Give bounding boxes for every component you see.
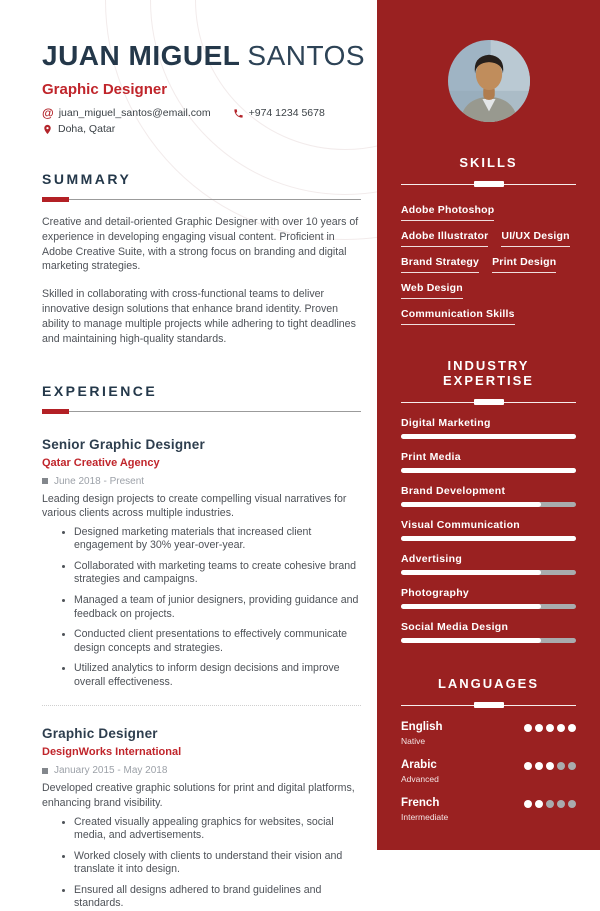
skills-section	[401, 155, 576, 325]
section-divider	[42, 409, 361, 414]
job-bullet: • Managed a team of junior designers, providing guidance and feedback on projects.	[74, 594, 361, 621]
dot-filled	[535, 800, 543, 808]
language-row	[401, 759, 576, 784]
dot-filled	[568, 724, 576, 732]
contact-phone	[233, 107, 325, 119]
languages-section	[401, 676, 576, 822]
progress-fill	[401, 604, 541, 609]
expertise-label: Photography	[401, 587, 470, 599]
contact-location	[42, 123, 115, 135]
skills-list	[401, 204, 576, 325]
job-company: DesignWorks International	[42, 746, 182, 759]
language-info	[401, 721, 443, 746]
expertise-label: Print Media	[401, 451, 461, 463]
dot-empty	[568, 762, 576, 770]
expertise-label: Brand Development	[401, 485, 506, 497]
job-description: Developed creative graphic solutions for print and digital platforms, enhancing brand visibility.	[42, 782, 355, 809]
progress-fill	[401, 570, 541, 575]
dot-empty	[568, 800, 576, 808]
summary-section	[42, 171, 361, 347]
skill-chip: UI/UX Design	[501, 230, 569, 247]
dot-filled	[557, 724, 565, 732]
progress-fill	[401, 434, 576, 439]
skill-chip: Adobe Illustrator	[401, 230, 488, 247]
expertise-item	[401, 621, 576, 643]
date-square-icon	[42, 478, 48, 484]
location-pin-icon	[42, 124, 53, 135]
date-square-icon	[42, 768, 48, 774]
language-name: English	[401, 721, 443, 733]
job-bullet: • Worked closely with clients to understand their vision and translate it into design.	[74, 850, 361, 877]
progress-fill	[401, 468, 576, 473]
contact-row	[42, 123, 361, 135]
job-bullet-list	[42, 526, 361, 689]
dot-filled	[546, 762, 554, 770]
progress-track	[401, 604, 576, 609]
dot-filled	[524, 800, 532, 808]
skill-chip: Web Design	[401, 282, 463, 299]
dot-filled	[535, 724, 543, 732]
skill-chip: Adobe Photoshop	[401, 204, 494, 221]
progress-track	[401, 468, 576, 473]
language-level: Intermediate	[401, 812, 449, 822]
progress-track	[401, 502, 576, 507]
email-icon: @	[42, 106, 54, 120]
dot-empty	[546, 800, 554, 808]
job-divider	[42, 705, 361, 706]
contact-row	[42, 107, 361, 119]
first-name: JUAN MIGUEL	[42, 40, 241, 71]
progress-track	[401, 434, 576, 439]
skill-chip: Brand Strategy	[401, 256, 479, 273]
dot-filled	[546, 724, 554, 732]
job-bullet: • Created visually appealing graphics for websites, social media, and advertisements.	[74, 816, 361, 843]
contact-email	[42, 107, 211, 119]
languages-heading: LANGUAGES	[437, 676, 540, 691]
language-row	[401, 721, 576, 746]
sidebar-divider	[401, 702, 576, 708]
progress-fill	[401, 536, 576, 541]
dot-empty	[557, 762, 565, 770]
job-bullet: • Collaborated with marketing teams to create cohesive brand strategies and campaigns.	[74, 560, 361, 587]
expertise-label: Digital Marketing	[401, 417, 491, 429]
sidebar	[377, 0, 600, 850]
job-bullet: • Conducted client presentations to effectively communicate design concepts and strategies.	[74, 628, 361, 655]
language-dots	[524, 724, 576, 732]
summary-paragraph: Creative and detail-oriented Graphic Designer with over 10 years of experience in developing engaging visual content. Proficient in Adobe Creative Suite, with a strong focus on branding and digital marketing strategies.	[42, 216, 359, 273]
summary-heading: SUMMARY	[42, 171, 132, 187]
sidebar-divider	[401, 399, 576, 405]
language-dots	[524, 800, 576, 808]
expertise-label: Advertising	[401, 553, 463, 565]
language-name: French	[401, 797, 440, 809]
job-dates	[42, 765, 361, 776]
job-description: Leading design projects to create compelling visual narratives for various clients across multiple industries.	[42, 492, 347, 520]
expertise-section	[401, 358, 576, 643]
avatar	[448, 40, 530, 122]
job-bullet-list	[42, 816, 361, 911]
language-info	[401, 797, 448, 822]
sidebar-divider	[401, 181, 576, 187]
job-title: Senior Graphic Designer	[42, 436, 205, 452]
language-level: Native	[401, 736, 426, 746]
dot-empty	[557, 800, 565, 808]
job-bullet: • Utilized analytics to inform design decisions and improve overall effectiveness.	[74, 662, 361, 689]
expertise-label: Social Media Design	[401, 621, 509, 633]
experience-section	[42, 383, 361, 911]
expertise-item	[401, 417, 576, 439]
section-divider	[42, 197, 361, 202]
job-entry	[42, 726, 361, 911]
progress-fill	[401, 502, 541, 507]
phone-text: +974 1234 5678	[248, 107, 325, 119]
progress-track	[401, 536, 576, 541]
skill-chip: Print Design	[492, 256, 556, 273]
last-name: SANTOS	[247, 40, 366, 71]
experience-heading: EXPERIENCE	[42, 382, 158, 399]
location-text: Doha, Qatar	[58, 123, 116, 135]
language-name: Arabic	[401, 759, 437, 771]
phone-icon	[233, 108, 244, 119]
contact-block	[42, 107, 361, 135]
language-info	[401, 759, 439, 784]
expertise-item	[401, 587, 576, 609]
progress-track	[401, 638, 576, 643]
email-text: juan_miguel_santos@email.com	[58, 107, 211, 119]
expertise-heading: INDUSTRY EXPERTISE	[443, 358, 534, 388]
skill-chip: Communication Skills	[401, 308, 515, 325]
job-entry	[42, 437, 361, 690]
language-dots	[524, 762, 576, 770]
summary-paragraph: Skilled in collaborating with cross-functional teams to deliver innovative design solutions that enhance brand identity. Proven ability to manage multiple projects while adhering to tight deadlines and maintaining high-quality standards.	[42, 288, 356, 345]
dot-filled	[524, 724, 532, 732]
expertise-label: Visual Communication	[401, 519, 520, 531]
dot-filled	[535, 762, 543, 770]
progress-track	[401, 570, 576, 575]
job-title: Graphic Designer	[42, 726, 158, 742]
skills-heading: SKILLS	[459, 155, 518, 170]
date-text: June 2018 - Present	[54, 475, 145, 487]
job-company: Qatar Creative Agency	[42, 456, 160, 469]
language-row	[401, 797, 576, 822]
avatar-photo-illustration	[448, 40, 530, 122]
dot-filled	[524, 762, 532, 770]
language-level: Advanced	[401, 774, 439, 784]
expertise-item	[401, 553, 576, 575]
job-bullet: • Ensured all designs adhered to brand guidelines and standards.	[74, 884, 361, 911]
date-text: January 2015 - May 2018	[54, 765, 168, 777]
candidate-name	[42, 40, 366, 71]
job-bullet: • Designed marketing materials that increased client engagement by 30% year-over-year.	[74, 526, 361, 553]
expertise-item	[401, 485, 576, 507]
job-dates	[42, 476, 361, 487]
expertise-item	[401, 519, 576, 541]
candidate-job-title: Graphic Designer	[42, 81, 168, 98]
progress-fill	[401, 638, 541, 643]
expertise-item	[401, 451, 576, 473]
